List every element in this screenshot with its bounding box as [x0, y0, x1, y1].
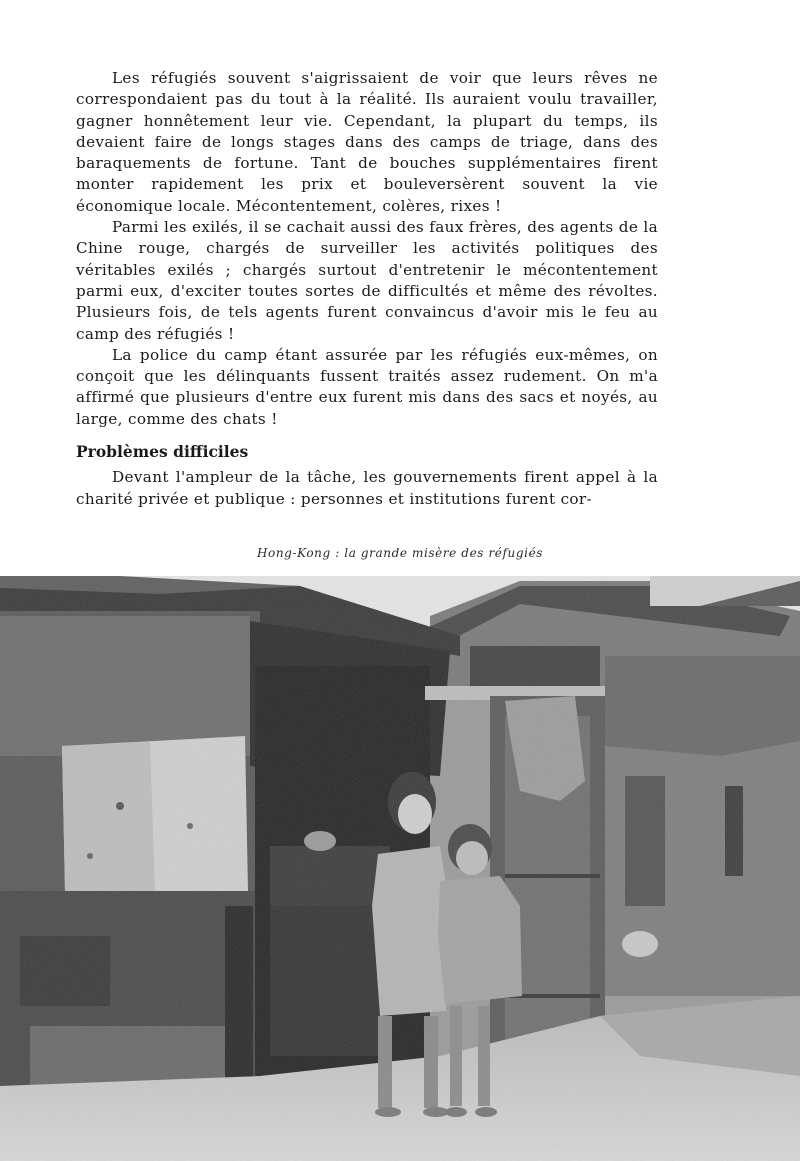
- paragraph-4: Devant l'ampleur de la tâche, les gouvernements firent appel à la charité privée et publique : personnes et institutions furent cor-: [76, 468, 658, 508]
- section-heading: Problèmes difficiles: [76, 442, 249, 462]
- paragraph-3: La police du camp étant assurée par les réfugiés eux-mêmes, on conçoit que les délinquants fussent traités assez rudement. On m'a affirmé que plusieurs d'entre eux furent mis dans des sacs et noyés, au large, comme des chats !: [76, 345, 658, 428]
- article-body: [76, 68, 658, 510]
- paragraph-1: Les réfugiés souvent s'aigrissaient de voir que leurs rêves ne correspondaient pas du tout à la réalité. Ils auraient voulu travailler, gagner honnêtement leur vie. Cependant, la plupart du temps, ils devaient faire de longs stages dans des camps de triage, dans des baraquements de fortune. Tant de bouches supplémentaires firent monter rapidement les prix et bouleversèrent souvent la vie économique locale. Mécontentement, colères, rixes !: [76, 69, 658, 215]
- photo-caption: Hong-Kong : la grande misère des réfugiés: [256, 546, 544, 560]
- refugee-photo: [0, 576, 800, 1161]
- paragraph-2: Parmi les exilés, il se cachait aussi des faux frères, des agents de la Chine rouge, chargés de surveiller les activités politiques des véritables exilés ; chargés surtout d'entretenir le mécontentement parmi eux, d'exciter toutes sortes de difficultés et même des révoltes. Plusieurs fois, de tels agents furent convaincus d'avoir mis le feu au camp des réfugiés !: [76, 218, 658, 343]
